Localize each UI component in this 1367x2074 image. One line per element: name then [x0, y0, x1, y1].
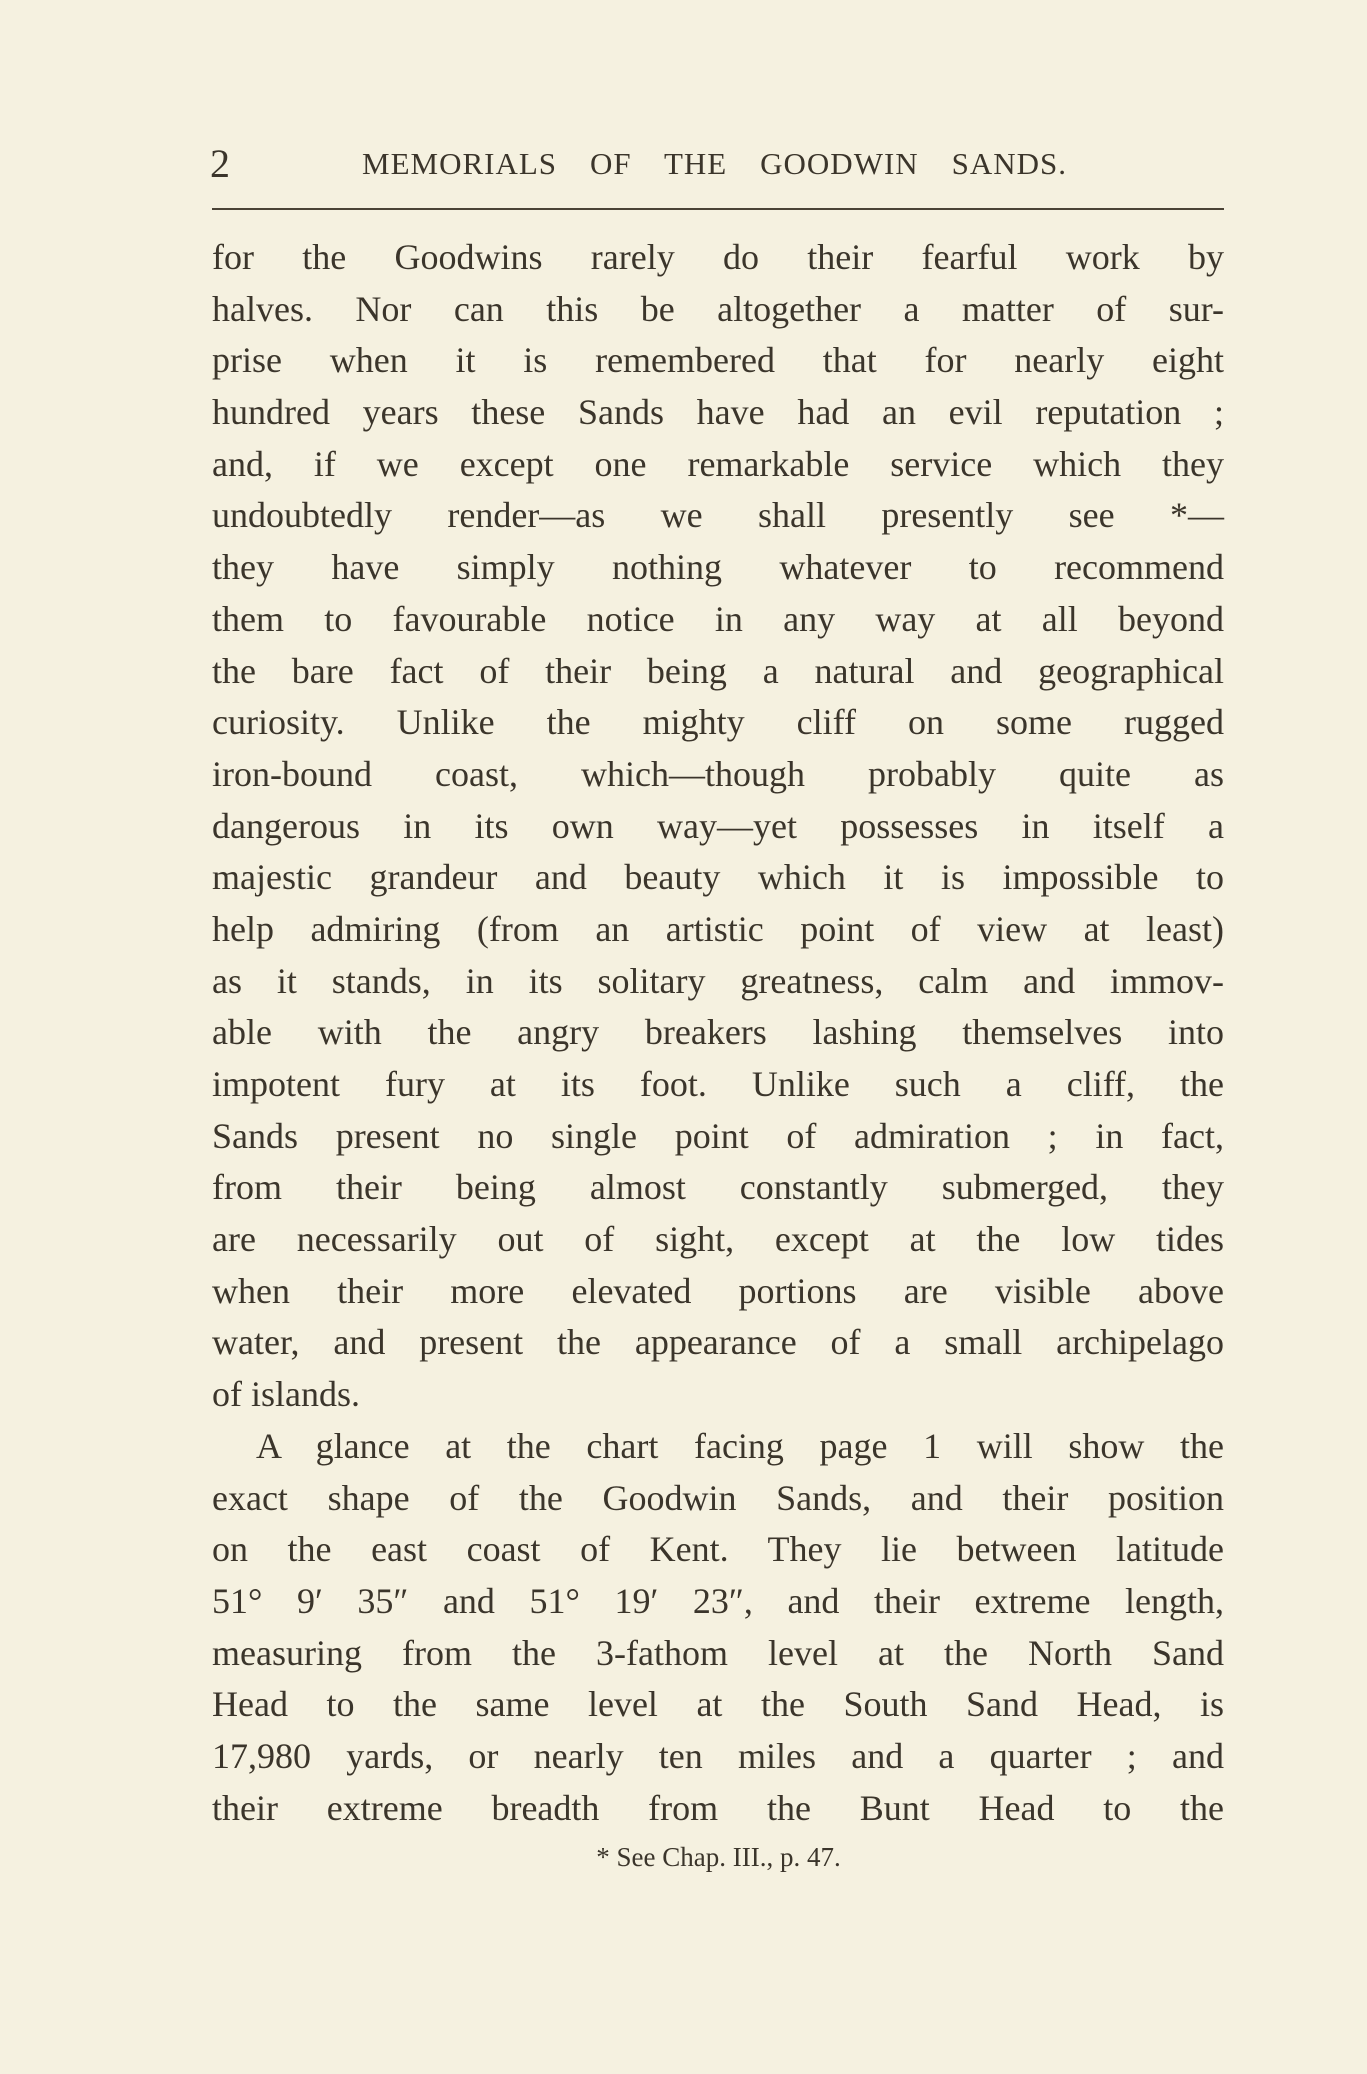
page-number: 2	[210, 141, 230, 186]
text-line: the bare fact of their being a natural and geographical	[212, 650, 1224, 691]
header-rule	[212, 208, 1224, 210]
text-line: and, if we except one remarkable service which they	[212, 443, 1224, 484]
text-line: undoubtedly render—as we shall presently see *—	[212, 495, 1224, 536]
text-line: as it stands, in its solitary greatness, calm and immov-	[212, 960, 1224, 1001]
text-line: dangerous in its own way—yet possesses in itself a	[212, 805, 1224, 846]
text-line: iron-bound coast, which—though probably quite as	[212, 753, 1224, 794]
text-line: able with the angry breakers lashing themselves into	[212, 1012, 1224, 1053]
text-line: Sands present no single point of admiration ; in fact,	[212, 1115, 1224, 1156]
text-line: 17,980 yards, or nearly ten miles and a quarter ; and	[212, 1735, 1224, 1776]
text-line: on the east coast of Kent. They lie between latitude	[212, 1529, 1224, 1570]
text-line: Head to the same level at the South Sand Head, is	[212, 1684, 1224, 1725]
text-line: they have simply nothing whatever to recommend	[212, 547, 1224, 588]
text-line: hundred years these Sands have had an evil reputation ;	[212, 392, 1224, 433]
text-line: water, and present the appearance of a small archipelago	[212, 1322, 1224, 1363]
text-line: halves. Nor can this be altogether a matter of sur-	[212, 288, 1224, 329]
text-line: 51° 9′ 35″ and 51° 19′ 23″, and their extreme length,	[212, 1580, 1224, 1621]
text-line: are necessarily out of sight, except at the low tides	[212, 1219, 1224, 1260]
text-line: prise when it is remembered that for nearly eight	[212, 340, 1224, 381]
text-line: of islands.	[212, 1374, 360, 1415]
text-line: majestic grandeur and beauty which it is impossible to	[212, 857, 1224, 898]
text-line: help admiring (from an artistic point of view at least)	[212, 908, 1224, 949]
footnote: * See Chap. III., p. 47.	[596, 1842, 841, 1872]
text-line: them to favourable notice in any way at all beyond	[212, 598, 1224, 639]
running-head-title: MEMORIALS OF THE GOODWIN SANDS.	[362, 146, 1067, 181]
text-line: measuring from the 3-fathom level at the North Sand	[212, 1632, 1224, 1673]
text-line: from their being almost constantly submerged, they	[212, 1167, 1224, 1208]
text-line: curiosity. Unlike the mighty cliff on some rugged	[212, 702, 1224, 743]
text-line: exact shape of the Goodwin Sands, and their position	[212, 1477, 1224, 1518]
text-line: when their more elevated portions are visible above	[212, 1270, 1224, 1311]
body-text	[212, 232, 1224, 1834]
text-line: their extreme breadth from the Bunt Head to the	[212, 1787, 1224, 1828]
text-line: for the Goodwins rarely do their fearful work by	[212, 237, 1224, 277]
text-line: A glance at the chart facing page 1 will show the	[256, 1425, 1224, 1466]
text-line: impotent fury at its foot. Unlike such a cliff, the	[212, 1064, 1224, 1104]
